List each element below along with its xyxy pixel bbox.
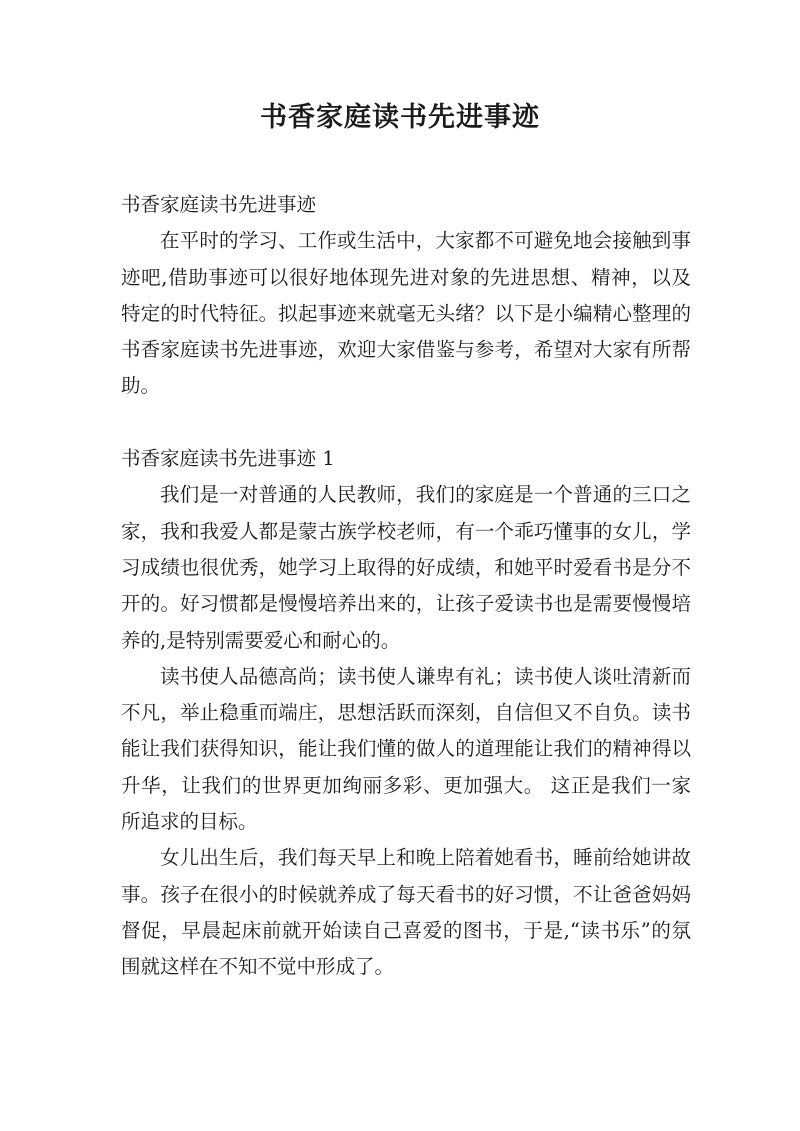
- body-paragraph: 女儿出生后，我们每天早上和晚上陪着她看书，睡前给她讲故事。孩子在很小的时候就养成了每天看书的好习惯，不让爸爸妈妈督促，早晨起床前就开始读自己喜爱的图书，于是,“读书乐”的氛围就这样在不知不觉中形成了。: [121, 846, 691, 979]
- body-paragraph: 读书使人品德高尚；读书使人谦卑有礼；读书使人谈吐清新而不凡，举止稳重而端庄，思想活跃而深刻，自信但又不自负。读书能让我们获得知识，能让我们懂的做人的道理能让我们的精神得以升华，让我们的世界更加绚丽多彩、更加强大。 这正是我们一家所追求的目标。: [121, 664, 691, 834]
- document-title: 书香家庭读书先进事迹: [260, 102, 540, 133]
- document-subtitle: 书香家庭读书先进事迹: [121, 193, 317, 216]
- body-paragraph: 我们是一对普通的人民教师，我们的家庭是一个普通的三口之家，我和我爱人都是蒙古族学校老师，有一个乖巧懂事的女儿，学习成绩也很优秀，她学习上取得的好成绩，和她平时爱看书是分不开的。好习惯都是慢慢培养出来的，让孩子爱读书也是需要慢慢培养的,是特别需要爱心和耐心的。: [121, 483, 691, 652]
- blank-line: [121, 405, 691, 441]
- intro-paragraph: 在平时的学习、工作或生活中，大家都不可避免地会接触到事迹吧,借助事迹可以很好地体现先进对象的先进思想、精神，以及特定的时代特征。拟起事迹来就毫无头绪？以下是小编精心整理的书香家庭读书先进事迹，欢迎大家借鉴与参考，希望对大家有所帮助。: [121, 229, 691, 398]
- document-body: [121, 187, 691, 986]
- section-heading: 书香家庭读书先进事迹 1: [121, 447, 335, 471]
